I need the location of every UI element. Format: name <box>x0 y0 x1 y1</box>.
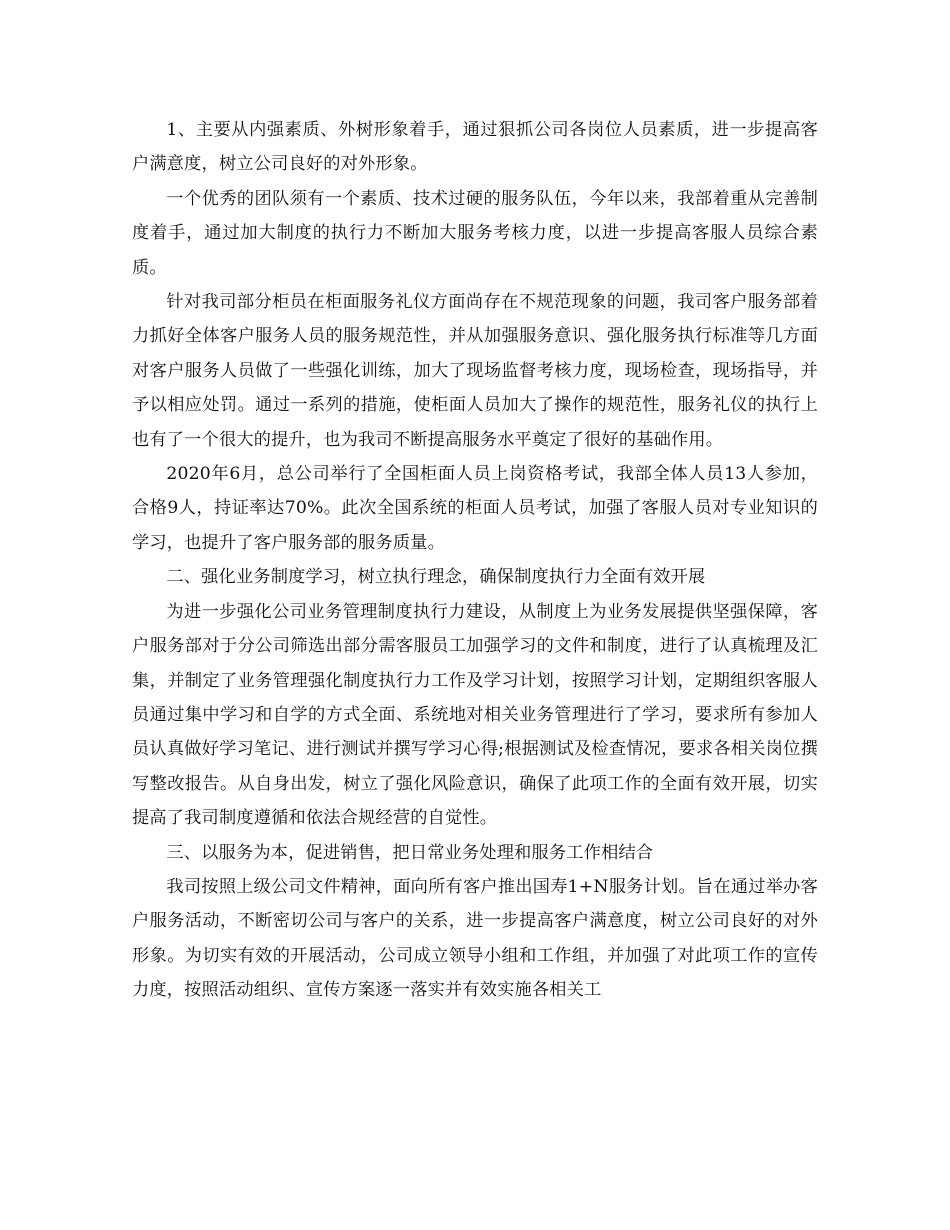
paragraph-service-plan: 我司按照上级公司文件精神，面向所有客户推出国寿1+N服务计划。旨在通过举办客户服务活动，不断密切公司与客户的关系，进一步提高客户满意度，树立公司良好的对外形象。为切实有效的开展活动，公司成立领导小组和工作组，并加强了对此项工作的宣传力度，按照活动组织、宣传方案逐一落实并有效实施各相关工 <box>132 876 818 1001</box>
paragraph-intro: 1、主要从内强素质、外树形象着手，通过狠抓公司各岗位人员素质，进一步提高客户满意度，树立公司良好的对外形象。 <box>132 120 818 175</box>
section-heading-2: 二、强化业务制度学习，树立执行理念，确保制度执行力全面有效开展 <box>166 567 706 588</box>
paragraph-team: 一个优秀的团队须有一个素质、技术过硬的服务队伍，今年以来，我部着重从完善制度着手，通过加大制度的执行力不断加大服务考核力度，以进一步提高客服人员综合素质。 <box>132 188 818 278</box>
paragraph-exam: 2020年6月，总公司举行了全国柜面人员上岗资格考试，我部全体人员13人参加，合格9人，持证率达70%。此次全国系统的柜面人员考试，加强了客服人员对专业知识的学习，也提升了客户服务部的服务质量。 <box>132 464 818 553</box>
paragraph-etiquette: 针对我司部分柜员在柜面服务礼仪方面尚存在不规范现象的问题，我司客户服务部着力抓好全体客户服务人员的服务规范性，并从加强服务意识、强化服务执行标准等几方面对客户服务人员做了一些强化训练，加大了现场监督考核力度，现场检查，现场指导，并予以相应处罚。通过一系列的措施，使柜面人员加大了操作的规范性，服务礼仪的执行上也有了一个很大的提升，也为我司不断提高服务水平奠定了很好的基础作用。 <box>132 292 818 450</box>
section-heading-3: 三、以服务为本，促进销售，把日常业务处理和服务工作相结合 <box>166 842 654 863</box>
paragraph-study: 为进一步强化公司业务管理制度执行力建设，从制度上为业务发展提供坚强保障，客户服务部对于分公司筛选出部分需客服员工加强学习的文件和制度，进行了认真梳理及汇集，并制定了业务管理强化制度执行力工作及学习计划，按照学习计划，定期组织客服人员通过集中学习和自学的方式全面、系统地对相关业务管理进行了学习，要求所有参加人员认真做好学习笔记、进行测试并撰写学习心得;根据测试及检查情况，要求各相关岗位撰写整改报告。从自身出发，树立了强化风险意识，确保了此项工作的全面有效开展，切实提高了我司制度遵循和依法合规经营的自觉性。 <box>132 601 818 829</box>
document-body <box>132 113 818 1008</box>
